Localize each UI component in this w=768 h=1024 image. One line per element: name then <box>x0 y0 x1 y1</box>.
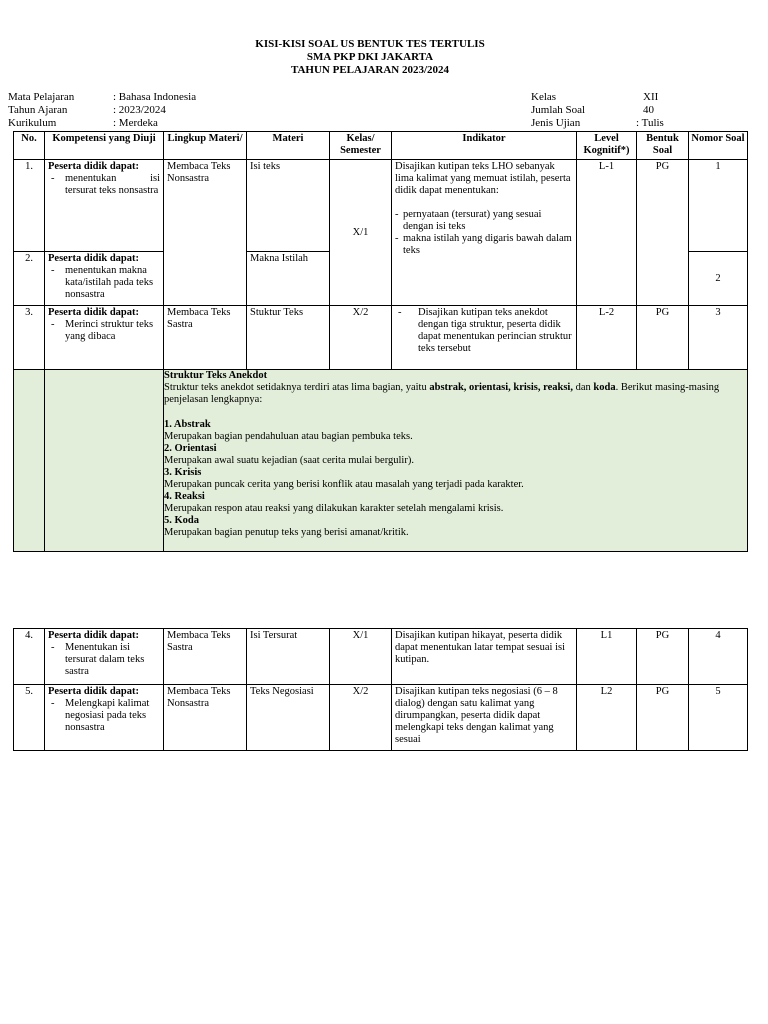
level-cell: L1 <box>577 629 637 685</box>
lingkup-cell: Membaca Teks Nonsastra <box>164 685 247 751</box>
kompetensi-item: menentukan isi tersurat teks nonsastra <box>65 173 160 196</box>
kompetensi-head: Peserta didik dapat: <box>48 161 140 172</box>
table-row <box>14 306 748 370</box>
lingkup-cell: Membaca Teks Nonsastra <box>164 160 247 306</box>
column-header: Bentuk Soal <box>637 132 689 160</box>
materi-cell: Isi teks <box>247 160 330 252</box>
indikator-item: makna istilah yang digaris bawah dalam teks <box>403 233 572 256</box>
kompetensi-item: Melengkapi kalimat negosiasi pada teks nonsastra <box>65 698 150 733</box>
column-header: Indikator <box>392 132 577 160</box>
meta-label: Tahun Ajaran <box>8 104 68 116</box>
bentuk-cell: PG <box>637 685 689 751</box>
kompetensi-head: Peserta didik dapat: <box>48 253 140 264</box>
row-number: 1. <box>14 160 45 252</box>
nomor-cell: 5 <box>689 685 748 751</box>
meta-label: Kurikulum <box>8 117 57 129</box>
row-number: 2. <box>14 252 45 306</box>
column-header: Kompetensi yang Diuji <box>45 132 164 160</box>
struktur-cell <box>164 370 748 552</box>
kompetensi-cell: Peserta didik dapat: - menentukan makna kata/istilah pada teks nonsastra <box>45 252 164 306</box>
row-number: 4. <box>14 629 45 685</box>
bentuk-cell: PG <box>637 629 689 685</box>
meta-right <box>531 91 664 130</box>
meta-value: : 2023/2024 <box>113 104 166 116</box>
struktur-item-head: 1. Abstrak <box>164 419 211 430</box>
kisi-kisi-table <box>13 131 748 552</box>
column-header: Kelas/ Semester <box>330 132 392 160</box>
column-header: Materi <box>247 132 330 160</box>
column-header: Level Kognitif*) <box>577 132 637 160</box>
indikator-cell: Disajikan kutipan hikayat, peserta didik dapat menentukan latar tempat sesuai isi kutipan. <box>392 629 577 685</box>
indikator-item: pernyataan (tersurat) yang sesuai dengan isi teks <box>403 209 542 232</box>
row-number: 3. <box>14 306 45 370</box>
column-header: Nomor Soal <box>689 132 748 160</box>
kisi-kisi-table-continued <box>13 628 748 751</box>
kompetensi-head: Peserta didik dapat: <box>48 630 140 641</box>
materi-cell: Teks Negosiasi <box>247 685 330 751</box>
struktur-item-text: Merupakan respon atau reaksi yang dilakukan karakter setelah mengalami krisis. <box>164 503 504 514</box>
nomor-cell: 3 <box>689 306 748 370</box>
meta-label: Mata Pelajaran <box>8 91 75 103</box>
meta-value: : Tulis <box>636 117 664 129</box>
meta-value: : Bahasa Indonesia <box>113 91 197 103</box>
table-row <box>14 160 748 252</box>
struktur-item-head: 2. Orientasi <box>164 443 217 454</box>
level-cell: L-2 <box>577 306 637 370</box>
table-row <box>14 629 748 685</box>
struktur-item-text: Merupakan awal suatu kejadian (saat cerita mulai bergulir). <box>164 455 414 466</box>
materi-cell: Isi Tersurat <box>247 629 330 685</box>
materi-cell: Makna Istilah <box>247 252 330 306</box>
meta-value: : Merdeka <box>113 117 158 129</box>
kompetensi-cell: Peserta didik dapat: - Melengkapi kalimat negosiasi pada teks nonsastra <box>45 685 164 751</box>
meta-value: XII <box>643 91 659 103</box>
title-line-2: SMA PKP DKI JAKARTA <box>306 51 434 63</box>
struktur-row <box>14 370 748 552</box>
kompetensi-head: Peserta didik dapat: <box>48 307 140 318</box>
column-header: No. <box>14 132 45 160</box>
nomor-cell: 1 <box>689 160 748 252</box>
indikator-cell: - Disajikan kutipan teks anekdot dengan tiga struktur, peserta didik dapat menentukan perincian struktur teks tersebut <box>392 306 577 370</box>
struktur-item-head: 3. Krisis <box>164 467 202 478</box>
meta-value: 40 <box>643 104 654 116</box>
struktur-item-head: 4. Reaksi <box>164 491 205 502</box>
bentuk-cell: PG <box>637 160 689 306</box>
struktur-item-text: Merupakan bagian pendahuluan atau bagian pembuka teks. <box>164 431 413 442</box>
meta-left <box>8 91 196 130</box>
kompetensi-item: menentukan makna kata/istilah pada teks nonsastra <box>65 265 154 300</box>
lingkup-cell: Membaca Teks Sastra <box>164 306 247 370</box>
kompetensi-head: Peserta didik dapat: <box>48 686 140 697</box>
kompetensi-cell: Peserta didik dapat: - Merinci struktur teks yang dibaca <box>45 306 164 370</box>
indikator-intro: Disajikan kutipan teks LHO sebanyak lima kalimat yang memuat istilah, peserta didik dapat menentukan: <box>395 161 571 196</box>
meta-label: Jenis Ujian <box>531 117 581 129</box>
kompetensi-cell: Peserta didik dapat: - Menentukan isi tersurat dalam teks sastra <box>45 629 164 685</box>
kompetensi-item: Menentukan isi tersurat dalam teks sastra <box>65 642 145 677</box>
indikator-cell: Disajikan kutipan teks negosiasi (6 – 8 dialog) dengan satu kalimat yang dirumpangkan, peserta didik dapat melengkapi teks dengan kalimat yang sesuai <box>392 685 577 751</box>
meta-label: Jumlah Soal <box>531 104 586 116</box>
struktur-title: Struktur Teks Anekdot <box>164 370 268 381</box>
kelas-cell: X/1 <box>330 629 392 685</box>
column-header: Lingkup Materi/ <box>164 132 247 160</box>
materi-cell: Stuktur Teks <box>247 306 330 370</box>
kelas-cell: X/1 <box>330 160 392 306</box>
meta-label: Kelas <box>531 91 557 103</box>
document-title <box>0 38 740 77</box>
nomor-cell: 2 <box>689 252 748 306</box>
indikator-item: Disajikan kutipan teks anekdot dengan tiga struktur, peserta didik dapat menentukan perincian struktur teks tersebut <box>418 307 572 354</box>
level-cell: L2 <box>577 685 637 751</box>
struktur-item-text: Merupakan bagian penutup teks yang berisi amanat/kritik. <box>164 527 409 538</box>
title-line-3: TAHUN PELAJARAN 2023/2024 <box>290 64 450 76</box>
table-header-row <box>14 132 748 160</box>
nomor-cell: 4 <box>689 629 748 685</box>
row-number: 5. <box>14 685 45 751</box>
kelas-cell: X/2 <box>330 685 392 751</box>
struktur-item-text: Merupakan puncak cerita yang berisi konflik atau masalah yang terjadi pada karakter. <box>164 479 524 490</box>
table-row <box>14 685 748 751</box>
title-line-1: KISI-KISI SOAL US BENTUK TES TERTULIS <box>255 38 485 50</box>
kompetensi-cell: Peserta didik dapat: - menentukan isi tersurat teks nonsastra <box>45 160 164 252</box>
kelas-cell: X/2 <box>330 306 392 370</box>
level-cell: L-1 <box>577 160 637 306</box>
lingkup-cell: Membaca Teks Sastra <box>164 629 247 685</box>
struktur-item-head: 5. Koda <box>164 515 200 526</box>
indikator-cell: Disajikan kutipan teks LHO sebanyak lima kalimat yang memuat istilah, peserta didik dapat menentukan: - pernyataan (tersurat) yang sesuai dengan isi teks - makna istilah yang digaris bawah dalam teks <box>392 160 577 306</box>
bentuk-cell: PG <box>637 306 689 370</box>
struktur-intro: Struktur teks anekdot setidaknya terdiri atas lima bagian, yaitu abstrak, orientasi, krisis, reaksi, dan koda. Berikut masing-masing penjelasan lengkapnya: <box>164 382 720 405</box>
kompetensi-item: Merinci struktur teks yang dibaca <box>65 319 154 342</box>
